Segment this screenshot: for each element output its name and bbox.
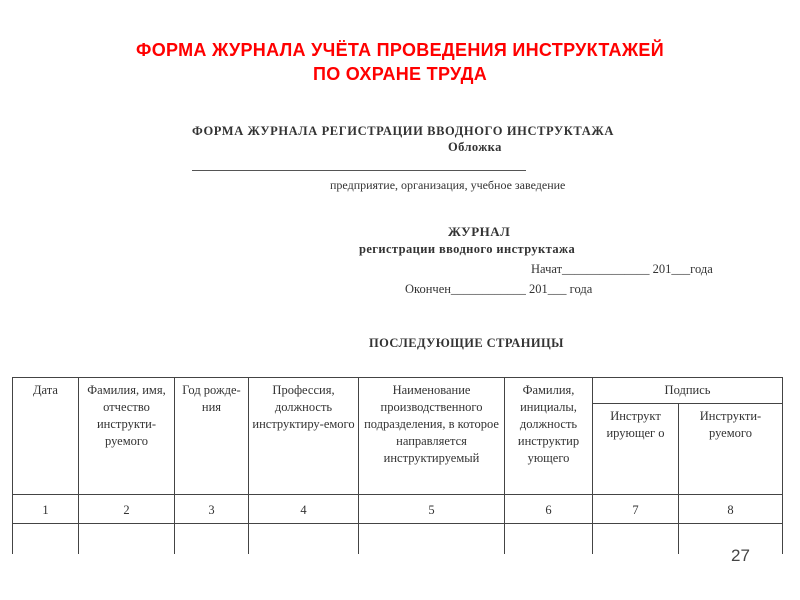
header-instructor-name: Фамилия, инициалы, должность инструктир ующего (505, 378, 593, 495)
header-date: Дата (13, 378, 79, 495)
empty-cell (505, 524, 593, 555)
column-number: 1 (13, 495, 79, 524)
header-signature-trainee: Инструкти-руемого (679, 404, 783, 495)
empty-entry-row (13, 524, 783, 555)
empty-cell (359, 524, 505, 555)
header-birth-year: Год рожде-ния (175, 378, 249, 495)
page-number: 27 (731, 546, 750, 565)
register-table (12, 377, 783, 554)
header-signature: Подпись (593, 378, 783, 404)
empty-cell (593, 524, 679, 555)
organization-caption: предприятие, организация, учебное заведение (330, 178, 566, 192)
slide-title-line-1: ФОРМА ЖУРНАЛА УЧЁТА ПРОВЕДЕНИЯ ИНСТРУКТАЖЕЙ (136, 40, 664, 60)
column-number-row (13, 495, 783, 524)
form-heading: ФОРМА ЖУРНАЛА РЕГИСТРАЦИИ ВВОДНОГО ИНСТРУКТАЖА (192, 124, 614, 138)
started-date-line: Начат______________ 201___года (531, 262, 713, 276)
ended-date-line: Окончен____________ 201___ года (405, 282, 593, 296)
column-number: 8 (679, 495, 783, 524)
header-unit: Наименование производственного подразделения, в которое направляется инструктируемый (359, 378, 505, 495)
organization-blank-line (192, 170, 526, 171)
header-profession: Профессия, должность инструктиру-емого (249, 378, 359, 495)
empty-cell (175, 524, 249, 555)
column-number: 5 (359, 495, 505, 524)
column-number: 3 (175, 495, 249, 524)
column-number: 2 (79, 495, 175, 524)
empty-cell (249, 524, 359, 555)
header-trainee-name: Фамилия, имя, отчество инструкти-руемого (79, 378, 175, 495)
journal-subtitle: регистрации вводного инструктажа (359, 242, 576, 256)
column-number: 6 (505, 495, 593, 524)
column-number: 7 (593, 495, 679, 524)
slide-title-line-2: ПО ОХРАНЕ ТРУДА (312, 64, 488, 84)
empty-cell (13, 524, 79, 555)
journal-title: ЖУРНАЛ (448, 224, 511, 239)
cover-label: Обложка (448, 140, 502, 154)
column-number: 4 (249, 495, 359, 524)
header-signature-instructor: Инструкт ирующег о (593, 404, 679, 495)
following-pages-heading: ПОСЛЕДУЮЩИЕ СТРАНИЦЫ (369, 336, 564, 350)
slide-title (0, 38, 800, 86)
table-header-row (13, 378, 783, 404)
empty-cell (79, 524, 175, 555)
